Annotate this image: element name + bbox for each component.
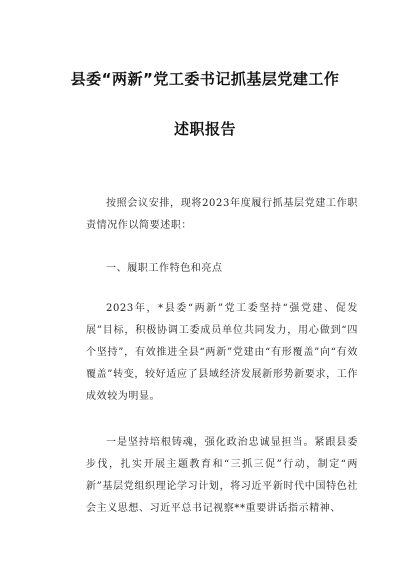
body-paragraph: 2023年，*县委“两新”党工委坚持“强党建、促发展”目标，积极协调工委成员单位共同发力，用心做到“四个坚持”，有效推进全县“两新”党建由“有形覆盖”向“有效覆盖”转变，较好适应了县域经济发展新形势新要求，工作成效较为明显。 [86,303,358,402]
document-title: 县委“两新”党工委书记抓基层党建工作 [70,70,340,88]
document-subtitle: 述职报告 [173,120,236,138]
intro-paragraph: 按照会议安排，现将2023年度履行抓基层党建工作职责情况作以简要述职： [86,198,358,231]
section-heading: 一、履职工作特色和亮点 [106,263,223,274]
body-paragraph: 一是坚持培根铸魂，强化政治忠诚显担当。紧跟县委步伐，扎实开展主题教育和“三抓三促”行动，制定“两新”基层党组织理论学习计划，将习近平新时代中国特色社会主义思想、习近平总书记视察**重要讲话指示精神、 [86,437,358,514]
